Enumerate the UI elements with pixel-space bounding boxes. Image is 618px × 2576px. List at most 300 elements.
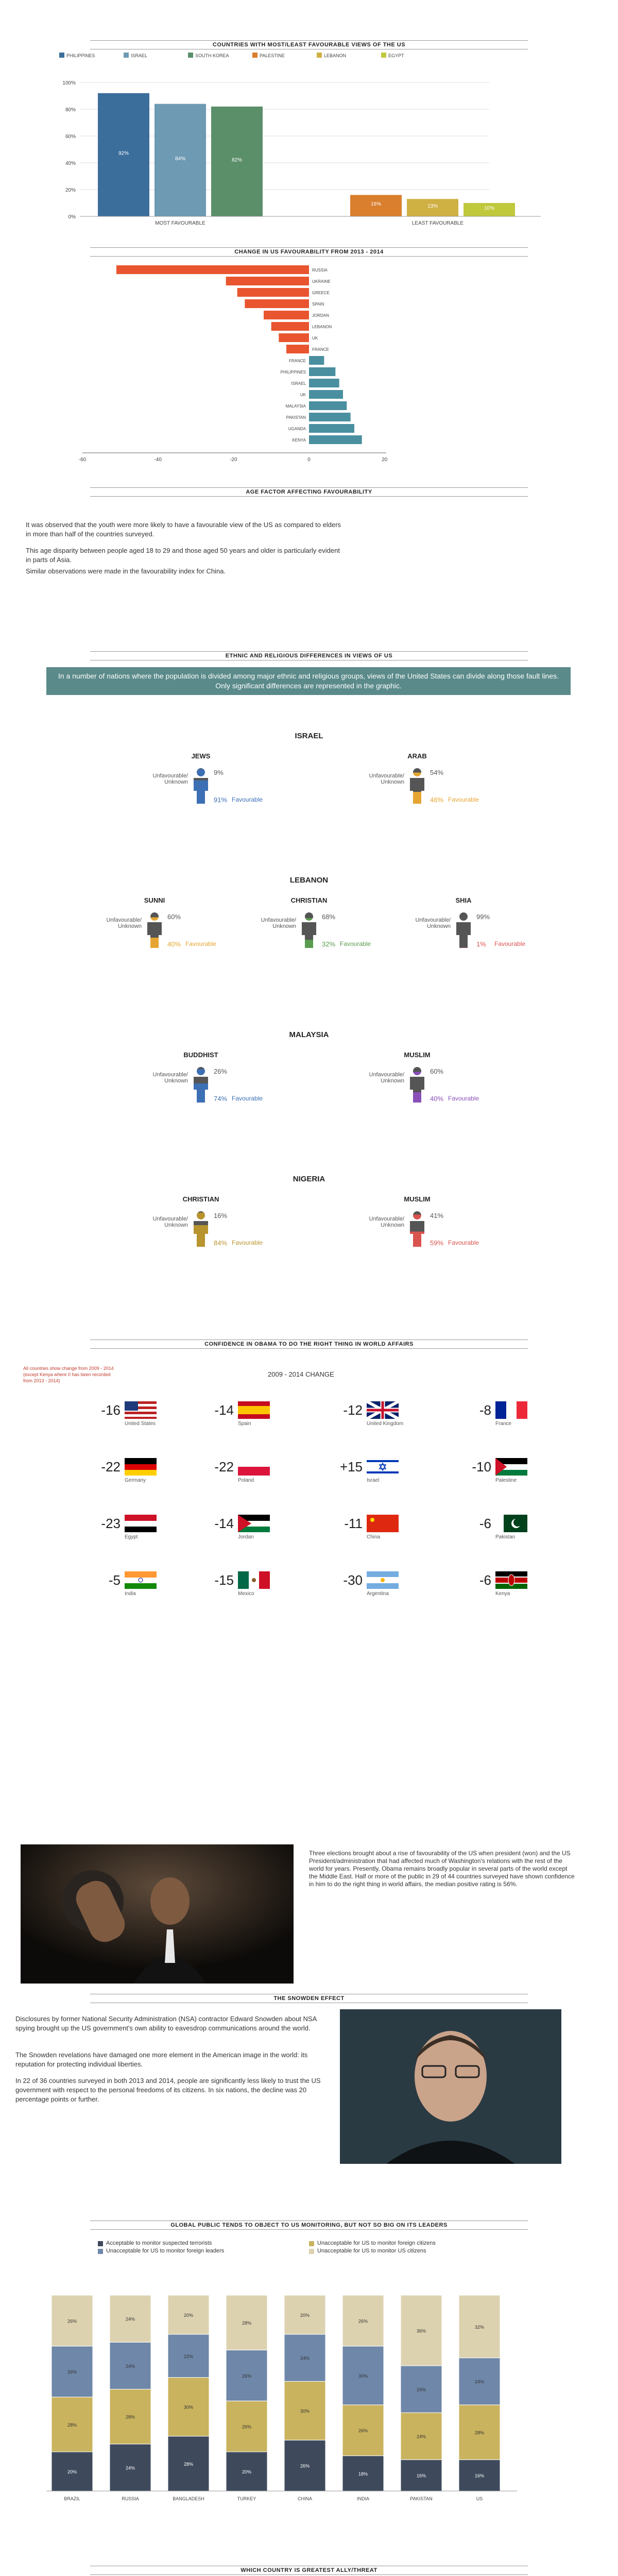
bar <box>286 345 309 353</box>
country-name: Pakistan <box>495 1534 516 1540</box>
group-name: JEWS <box>191 752 211 760</box>
flag-cell <box>206 1571 299 1602</box>
unfavourable-pct: 16% <box>214 1212 228 1219</box>
legend-swatch <box>98 2249 103 2254</box>
flag-shape <box>125 1401 138 1411</box>
unfavourable-pct: 68% <box>322 913 336 921</box>
flag-shape <box>238 1467 270 1476</box>
legend-label: Unacceptable for US to monitor foreign leaders <box>106 2248 225 2254</box>
unfavourable-pct: 41% <box>430 1212 444 1219</box>
country-name: Spain <box>238 1421 251 1427</box>
paragraph: Similar observations were made in the favourability index for China. <box>26 567 226 575</box>
person-icon <box>408 1066 426 1103</box>
flag-icon <box>125 1515 157 1532</box>
segment-value: 36% <box>416 2328 426 2334</box>
segment-value: 26% <box>358 2428 368 2434</box>
flag-shape <box>367 1471 399 1473</box>
legend-label: EGYPT <box>388 53 404 58</box>
flag-shape <box>125 1583 157 1589</box>
category-label: CHINA <box>297 2496 313 2501</box>
change-value: -6 <box>479 1516 491 1531</box>
segment-value: 24% <box>416 2434 426 2439</box>
flag-cell <box>93 1401 185 1432</box>
unfavourable-label: Unfavourable/ Unknown <box>369 1072 404 1084</box>
segment-value: 28% <box>67 2422 77 2428</box>
category-label: INDIA <box>356 2496 370 2501</box>
bar <box>309 356 324 365</box>
bar <box>264 311 309 319</box>
flag-cell <box>335 1515 427 1546</box>
category-label: UK <box>300 393 306 397</box>
bar <box>309 413 351 421</box>
bar <box>309 435 362 444</box>
bar <box>116 265 309 274</box>
section-title: CHANGE IN US FAVOURABILITY FROM 2013 - 2014 <box>90 247 528 257</box>
flag-cell <box>206 1515 299 1546</box>
segment-value: 28% <box>474 2430 485 2435</box>
section-age-factor <box>0 484 618 639</box>
bar-value: 82% <box>231 157 243 163</box>
flag-cell <box>206 1458 299 1489</box>
head <box>305 912 313 921</box>
category-label: PAKISTAN <box>286 415 306 420</box>
person-icon <box>300 912 318 948</box>
favourable-label: Favourable <box>448 796 479 803</box>
x-tick: 0 <box>307 457 311 463</box>
category-label: UK <box>312 336 318 341</box>
unfavourable-pct: 54% <box>430 769 444 776</box>
head <box>197 1211 205 1219</box>
flag-shape <box>495 1515 504 1532</box>
category-label: PAKISTAN <box>410 2496 433 2501</box>
change-value: -11 <box>344 1516 363 1531</box>
segment-value: 24% <box>416 2387 426 2393</box>
legend-swatch <box>252 53 258 58</box>
bar <box>271 322 309 331</box>
bar-value: 16% <box>370 201 382 208</box>
country-name: United Kingdom <box>367 1421 404 1427</box>
flag-cell <box>93 1458 185 1489</box>
flag-cell <box>464 1571 556 1602</box>
segment-value: 26% <box>67 2369 77 2375</box>
change-value: -30 <box>343 1572 363 1588</box>
legend-label: LEBANON <box>324 53 347 58</box>
bar <box>309 379 339 387</box>
favourable-pct: 74% <box>214 1095 228 1103</box>
country-heading: MALAYSIA <box>289 1030 329 1039</box>
bar <box>309 367 335 376</box>
favourable-label: Favourable <box>340 940 371 947</box>
group-name: MUSLIM <box>404 1195 431 1203</box>
flag-icon <box>495 1458 527 1476</box>
segment-value: 28% <box>183 2461 194 2467</box>
country-name: Palestine <box>495 1478 517 1483</box>
segment-value: 30% <box>183 2404 194 2410</box>
y-tick: 0% <box>68 214 76 220</box>
flag-icon <box>238 1571 270 1589</box>
flag-cell <box>93 1515 185 1546</box>
obama-photo <box>21 1844 294 1984</box>
person-icon <box>192 1211 210 1247</box>
x-tick: -20 <box>230 457 237 463</box>
section-title: GLOBAL PUBLIC TENDS TO OBJECT TO US MONITORING, BUT NOT SO BIG ON ITS LEADERS <box>90 2221 528 2230</box>
bar <box>245 299 309 308</box>
section-title: THE SNOWDEN EFFECT <box>90 1994 528 2003</box>
head <box>150 912 159 921</box>
change-bar-chart <box>0 260 618 477</box>
category-label: US <box>476 2496 483 2501</box>
country-name: Jordan <box>238 1534 254 1540</box>
category-label: BRAZIL <box>64 2496 80 2501</box>
person-icon <box>145 912 164 948</box>
segment-value: 16% <box>474 2473 485 2479</box>
legend-label: PHILIPPINES <box>66 53 95 58</box>
change-value: -22 <box>214 1459 234 1475</box>
unfavourable-pct: 60% <box>430 1067 444 1075</box>
legend-label: PALESTINE <box>260 53 285 58</box>
change-value: -10 <box>472 1459 491 1475</box>
segment-value: 24% <box>300 2355 310 2361</box>
section-title: COUNTRIES WITH MOST/LEAST FAVOURABLE VIEWS OF THE US <box>90 40 528 49</box>
change-value: -6 <box>479 1572 491 1588</box>
flag-cell <box>206 1401 299 1432</box>
legend-swatch <box>381 53 386 58</box>
person-icon <box>454 912 473 948</box>
legend-label: SOUTH KOREA <box>195 53 229 58</box>
unfavourable-label: Unfavourable/ Unknown <box>415 917 451 929</box>
legend-swatch <box>309 2249 314 2254</box>
subtitle: 2009 - 2014 CHANGE <box>268 1370 334 1378</box>
flag-icon <box>125 1401 157 1419</box>
country-name: Poland <box>238 1478 254 1483</box>
unfavourable-pct: 26% <box>214 1067 228 1075</box>
favourable-pct: 84% <box>214 1239 228 1247</box>
person-icon <box>408 768 426 804</box>
favourable-pct: 59% <box>430 1239 444 1247</box>
legend-swatch <box>124 53 129 58</box>
segment-value: 26% <box>242 2373 252 2379</box>
category-label: UKRAINE <box>312 279 331 284</box>
monitoring-stacked-chart <box>0 2259 618 2517</box>
section-ethnic-religious <box>0 639 618 1360</box>
section-title: AGE FACTOR AFFECTING FAVOURABILITY <box>90 487 528 497</box>
favourable-pct: 46% <box>430 796 444 804</box>
segment-value: 24% <box>125 2316 135 2322</box>
change-value: +15 <box>339 1459 363 1475</box>
flag-shape <box>513 1518 522 1527</box>
section-title: WHICH COUNTRY IS GREATEST ALLY/THREAT <box>90 2566 528 2575</box>
person-icon <box>192 768 210 804</box>
flag-icon <box>125 1458 157 1476</box>
flag-icon <box>495 1571 527 1589</box>
section-title: ETHNIC AND RELIGIOUS DIFFERENCES IN VIEWS OF US <box>90 651 528 660</box>
x-tick: -40 <box>154 457 162 463</box>
section-most-least-favourable <box>0 0 618 242</box>
body <box>194 1077 208 1103</box>
legend-label: Unacceptable for US to monitor US citizens <box>317 2248 426 2254</box>
group-name: ARAB <box>407 752 427 760</box>
change-value: -14 <box>214 1516 234 1531</box>
flag-shape <box>517 1401 527 1419</box>
segment-value: 20% <box>67 2469 77 2475</box>
head <box>413 1211 421 1219</box>
flag-shape <box>259 1571 270 1589</box>
y-tick: 20% <box>65 188 76 193</box>
flag-shape <box>495 1401 506 1419</box>
favourable-label: Favourable <box>494 940 526 947</box>
flag-shape <box>125 1464 157 1470</box>
snowden-photo <box>340 2009 561 2164</box>
bar <box>309 390 343 399</box>
favourable-label: Favourable <box>185 940 217 947</box>
body <box>302 922 316 948</box>
country-name: China <box>367 1534 381 1540</box>
bar-value: 84% <box>175 156 186 162</box>
segment-value: 20% <box>300 2313 310 2318</box>
legend-swatch <box>59 53 64 58</box>
group-label: MOST FAVOURABLE <box>155 221 205 226</box>
paragraph: This age disparity between people aged 18 to 29 and those aged 50 years and older is particularly evident in parts of Asia. <box>26 547 340 564</box>
person-icon <box>408 1211 426 1247</box>
flag-cell <box>335 1571 427 1602</box>
unfavourable-label: Unfavourable/ Unknown <box>152 1072 188 1084</box>
bar <box>237 288 309 297</box>
legend-swatch <box>188 53 193 58</box>
country-name: Germany <box>125 1478 146 1483</box>
body <box>147 922 162 948</box>
segment-value: 28% <box>125 2414 135 2420</box>
favourable-label: Favourable <box>232 1095 263 1102</box>
bar <box>226 277 309 285</box>
paragraph: In 22 of 36 countries surveyed in both 2013 and 2014, people are significantly less likely to trust the US government with respect to the personal freedoms of its citizens. In six nations, the decline was 20 percentage points or further. <box>15 2077 321 2103</box>
unfavourable-label: Unfavourable/ Unknown <box>152 1216 188 1228</box>
bar <box>279 333 309 342</box>
country-name: France <box>495 1421 512 1427</box>
segment-value: 24% <box>125 2363 135 2369</box>
country-name: Kenya <box>495 1591 510 1597</box>
paragraph: It was observed that the youth were more likely to have a favourable view of the US as compared to elders in more than half of the countries surveyed. <box>26 521 341 538</box>
note: All countries show change from 2009 - 2014 (except Kenya where 0 has been recorded from 2013 - 2014) <box>23 1366 114 1383</box>
flag-icon <box>367 1515 399 1532</box>
change-value: -23 <box>101 1516 121 1531</box>
segment-value: 26% <box>242 2424 252 2430</box>
flag-icon <box>125 1571 157 1589</box>
segment-value: 24% <box>125 2465 135 2471</box>
x-tick: 20 <box>382 457 388 463</box>
category-label: LEBANON <box>312 325 332 329</box>
segment-value: 26% <box>300 2463 310 2469</box>
country-name: Israel <box>367 1478 380 1483</box>
category-label: KENYA <box>292 438 306 443</box>
segment-value: 20% <box>183 2313 194 2318</box>
flag-shape <box>238 1458 270 1467</box>
favourable-label: Favourable <box>448 1239 479 1246</box>
flag-shape <box>238 1571 249 1589</box>
person-icon <box>192 1066 210 1103</box>
category-label: PHILIPPINES <box>280 370 306 375</box>
y-tick: 60% <box>65 134 76 140</box>
segment-value: 24% <box>474 2379 485 2385</box>
category-label: SPAIN <box>312 302 324 307</box>
flag-shape <box>381 1578 385 1582</box>
favourable-pct: 91% <box>214 796 228 804</box>
legend-swatch <box>309 2241 314 2246</box>
category-label: RUSSIA <box>312 268 328 273</box>
change-value: -14 <box>214 1402 234 1418</box>
flag-icon <box>495 1401 527 1419</box>
category-label: FRANCE <box>289 359 306 363</box>
group-name: CHRISTIAN <box>182 1195 219 1203</box>
category-label: RUSSIA <box>122 2496 139 2501</box>
change-value: -12 <box>343 1402 363 1418</box>
group-label: LEAST FAVOURABLE <box>411 221 464 226</box>
country-name: India <box>125 1591 136 1597</box>
flag-cell <box>464 1515 556 1546</box>
segment-value: 20% <box>242 2469 252 2475</box>
flag-icon <box>367 1458 399 1476</box>
flag-shape <box>125 1458 157 1464</box>
country-heading: NIGERIA <box>293 1175 325 1183</box>
country-heading: ISRAEL <box>295 732 323 740</box>
category-label: TURKEY <box>237 2496 256 2501</box>
flag-shape <box>125 1515 157 1521</box>
segment-value: 16% <box>416 2473 426 2479</box>
group-name: BUDDHIST <box>183 1051 218 1059</box>
flag-icon <box>238 1458 270 1476</box>
favourable-label: Favourable <box>232 1239 263 1246</box>
unfavourable-pct: 99% <box>476 913 490 921</box>
segment-value: 22% <box>183 2353 194 2359</box>
segment-value: 28% <box>242 2320 252 2326</box>
country-heading: LEBANON <box>289 876 329 885</box>
favourable-pct: 40% <box>430 1095 444 1103</box>
country-name: Egypt <box>125 1534 138 1540</box>
flag-shape <box>125 1414 157 1417</box>
head <box>197 1067 205 1075</box>
flag-cell <box>464 1458 556 1489</box>
flag-cell <box>93 1571 185 1602</box>
flag-shape <box>252 1578 256 1582</box>
unfavourable-label: Unfavourable/ Unknown <box>261 917 296 929</box>
flag-icon <box>367 1401 399 1419</box>
bar-value: 13% <box>427 204 438 210</box>
unfavourable-label: Unfavourable/ Unknown <box>152 773 188 785</box>
section-monitoring <box>0 2195 618 2519</box>
flag-icon <box>238 1401 270 1419</box>
legend-label: ISRAEL <box>131 53 148 58</box>
flag-shape <box>367 1515 399 1532</box>
unfavourable-label: Unfavourable/ Unknown <box>369 773 404 785</box>
section-change-favourability <box>0 242 618 484</box>
category-label: MALAYSIA <box>285 404 306 409</box>
country-name: United States <box>125 1421 156 1427</box>
flag-cell <box>335 1401 427 1432</box>
group-name: SUNNI <box>144 896 165 904</box>
legend-swatch <box>317 53 322 58</box>
flag-shape <box>125 1521 157 1527</box>
body <box>194 1221 208 1247</box>
legend-label: Unacceptable for US to monitor foreign citizens <box>317 2240 436 2246</box>
flag-icon <box>367 1571 399 1589</box>
bar <box>309 401 347 410</box>
bar <box>309 424 354 433</box>
favourable-label: Favourable <box>448 1095 479 1102</box>
y-tick: 80% <box>65 107 76 113</box>
head <box>197 768 205 776</box>
body <box>456 922 471 948</box>
bar-value: 92% <box>118 150 129 157</box>
unfavourable-label: Unfavourable/ Unknown <box>369 1216 404 1228</box>
flag-shape <box>367 1460 399 1462</box>
body <box>410 1077 424 1103</box>
category-label: BANGLADESH <box>173 2496 204 2501</box>
flag-shape <box>506 1401 517 1419</box>
flag-shape <box>125 1571 157 1578</box>
flag-cell <box>335 1458 427 1489</box>
category-label: ISRAEL <box>291 381 306 386</box>
change-value: -16 <box>101 1402 121 1418</box>
unfavourable-label: Unfavourable/ Unknown <box>106 917 142 929</box>
segment-value: 32% <box>474 2324 485 2330</box>
favourable-label: Favourable <box>232 796 263 803</box>
favourable-pct: 32% <box>322 940 336 948</box>
y-tick: 100% <box>62 80 76 86</box>
category-label: UGANDA <box>288 427 306 431</box>
head <box>413 1067 421 1075</box>
country-name: Argentina <box>367 1591 389 1597</box>
category-label: JORDAN <box>312 313 329 318</box>
flag-cell <box>464 1401 556 1432</box>
section-snowden <box>0 1989 618 2195</box>
body <box>410 778 424 804</box>
flag-shape <box>508 1574 514 1586</box>
group-name: MUSLIM <box>404 1051 431 1059</box>
paragraph: Disclosures by former National Security Administration (NSA) contractor Edward Snowden about NSA spying brought up the US government's own ability to eavesdrop communications around the world. <box>15 2015 317 2032</box>
intro-box: In a number of nations where the population is divided among major ethnic and religious groups, views of the United States can divide along those fault lines. Only significant differences are represented in the graphic. <box>46 667 571 695</box>
unfavourable-pct: 60% <box>167 913 181 921</box>
y-tick: 40% <box>65 161 76 166</box>
change-value: -22 <box>101 1459 121 1475</box>
category-label: GREECE <box>312 291 330 295</box>
head <box>413 768 421 776</box>
flag-icon <box>495 1515 527 1532</box>
category-label: FRANCE <box>312 347 329 352</box>
group-name: SHIA <box>455 896 472 904</box>
legend-label: Acceptable to monitor suspected terrorists <box>106 2240 212 2246</box>
segment-value: 26% <box>67 2318 77 2324</box>
change-value: -8 <box>479 1402 491 1418</box>
section-ally-threat <box>0 2519 618 2576</box>
body <box>194 778 208 804</box>
section-title: CONFIDENCE IN OBAMA TO DO THE RIGHT THING IN WORLD AFFAIRS <box>90 1340 528 1349</box>
flag-icon <box>238 1515 270 1532</box>
head <box>459 912 468 921</box>
flag-shape <box>370 1518 374 1522</box>
flag-shape <box>125 1470 157 1476</box>
section-obama-confidence <box>0 1340 618 1989</box>
change-value: -15 <box>214 1572 234 1588</box>
segment-value: 30% <box>300 2409 310 2414</box>
segment-value: 18% <box>358 2471 368 2477</box>
obama-text: Three elections brought about a rise of favourability of the US when president (won) and the US President/administration that had affected much of Washington's relations with the rest of the world for years. Presently, Obama remains broadly popular in several parts of the world except the Middle East. Half or more of the public in 29 of 44 countries surveyed have shown confidence in him to do the right thing in world affairs, the median positive rating is 56%. <box>309 1850 575 1888</box>
bar-value: 10% <box>484 206 495 211</box>
segment-value: 26% <box>358 2318 368 2324</box>
favourable-pct: 1% <box>476 940 486 948</box>
flag-shape <box>238 1406 270 1414</box>
change-value: -5 <box>108 1572 121 1588</box>
segment-value: 30% <box>358 2373 368 2379</box>
group-name: CHRISTIAN <box>290 896 328 904</box>
